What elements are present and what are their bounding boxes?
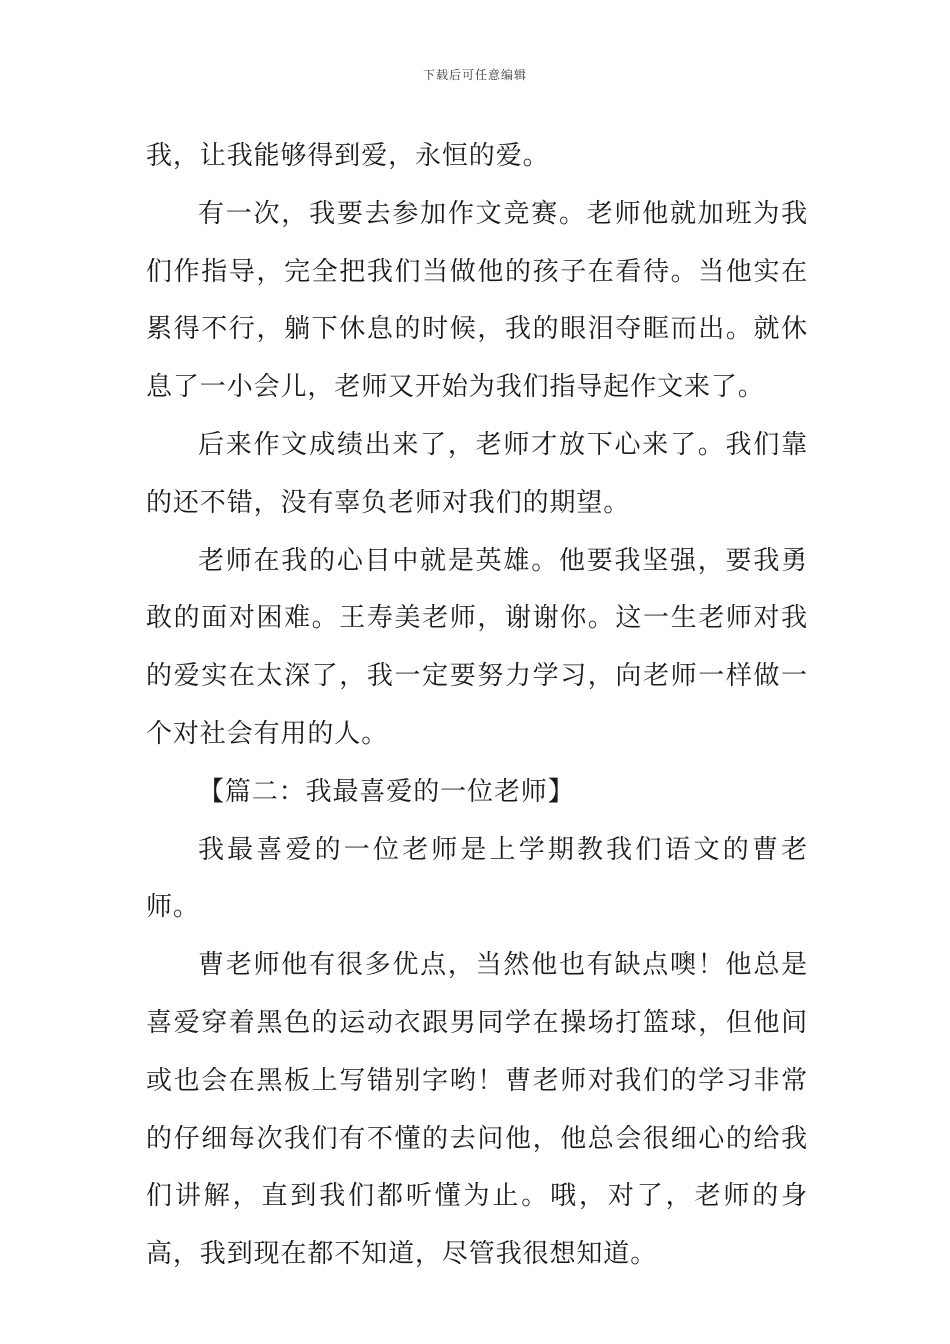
paragraph-1: 我，让我能够得到爱，永恒的爱。 (146, 141, 550, 171)
paragraph-5: 我最喜爱的一位老师是上学期教我们语文的曹老师。 (146, 834, 808, 923)
paragraph-4: 老师在我的心目中就是英雄。他要我坚强，要我勇敢的面对困难。王寿美老师，谢谢你。这一生老师对我的爱实在太深了，我一定要努力学习，向老师一样做一个对社会有用的人。 (146, 545, 808, 749)
document-body (146, 128, 808, 1284)
paragraph-3: 后来作文成绩出来了，老师才放下心来了。我们靠的还不错，没有辜负老师对我们的期望。 (146, 429, 808, 518)
section-heading: 【篇二：我最喜爱的一位老师】 (198, 776, 575, 807)
page-header-note: 下载后可任意编辑 (422, 68, 527, 82)
paragraph-6: 曹老师他有很多优点，当然他也有缺点噢！他总是喜爱穿着黑色的运动衣跟男同学在操场打篮球，但他间或也会在黑板上写错别字哟！曹老师对我们的学习非常的仔细每次我们有不懂的去问他，他总会很细心的给我们讲解，直到我们都听懂为止。哦，对了，老师的身高，我到现在都不知道，尽管我很想知道。 (146, 950, 808, 1270)
paragraph-2: 有一次，我要去参加作文竞赛。老师他就加班为我们作指导，完全把我们当做他的孩子在看待。当他实在累得不行，躺下休息的时候，我的眼泪夺眶而出。就休息了一小会儿，老师又开始为我们指导起作文来了。 (146, 198, 808, 403)
